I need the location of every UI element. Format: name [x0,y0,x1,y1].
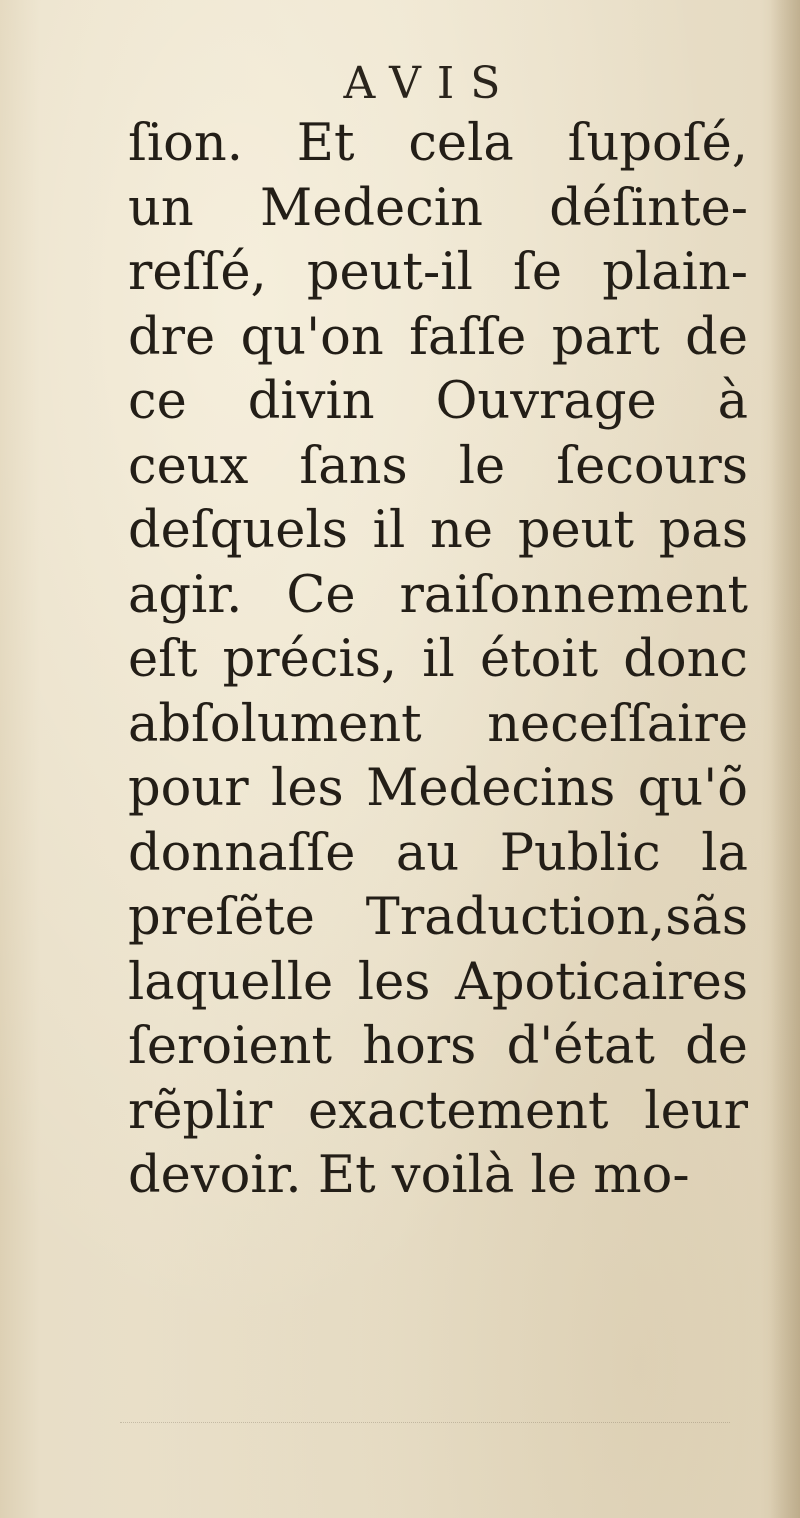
text-line: eſt précis, il étoit donc [128,630,748,689]
text-line: donnaſſe au Public la [128,823,748,883]
text-line: pour les Medecins qu'õ [128,759,748,818]
text-line: reſſé, peut-il ſe plain- [128,243,748,302]
text-line: abſolument neceſſaire [128,694,748,754]
text-line: dre qu'on faſſe part de [128,307,748,367]
text-line: preſẽte Traduction,sãs [128,888,748,947]
text-line: devoir. Et voilà le mo- [128,1146,690,1205]
text-line: ſeroient hors d'état de [128,1017,748,1076]
text-line: laquelle les Apoticaires [128,952,748,1012]
text-line: ceux ſans le ſecours [128,436,748,496]
page-edge-shadow [770,0,800,1518]
text-line: agir. Ce raiſonnement [128,565,748,625]
body-text [128,112,748,1209]
text-line: rẽplir exactement leur [128,1081,748,1141]
text-line: ſion. Et cela ſupoſé, [128,114,748,173]
text-line: ce divin Ouvrage à [128,372,748,431]
text-line: deſquels il ne peut pas [128,501,748,560]
running-head: AVIS [343,58,517,109]
text-line: un Medecin déſinte- [128,178,748,238]
bottom-rule [120,1408,730,1423]
